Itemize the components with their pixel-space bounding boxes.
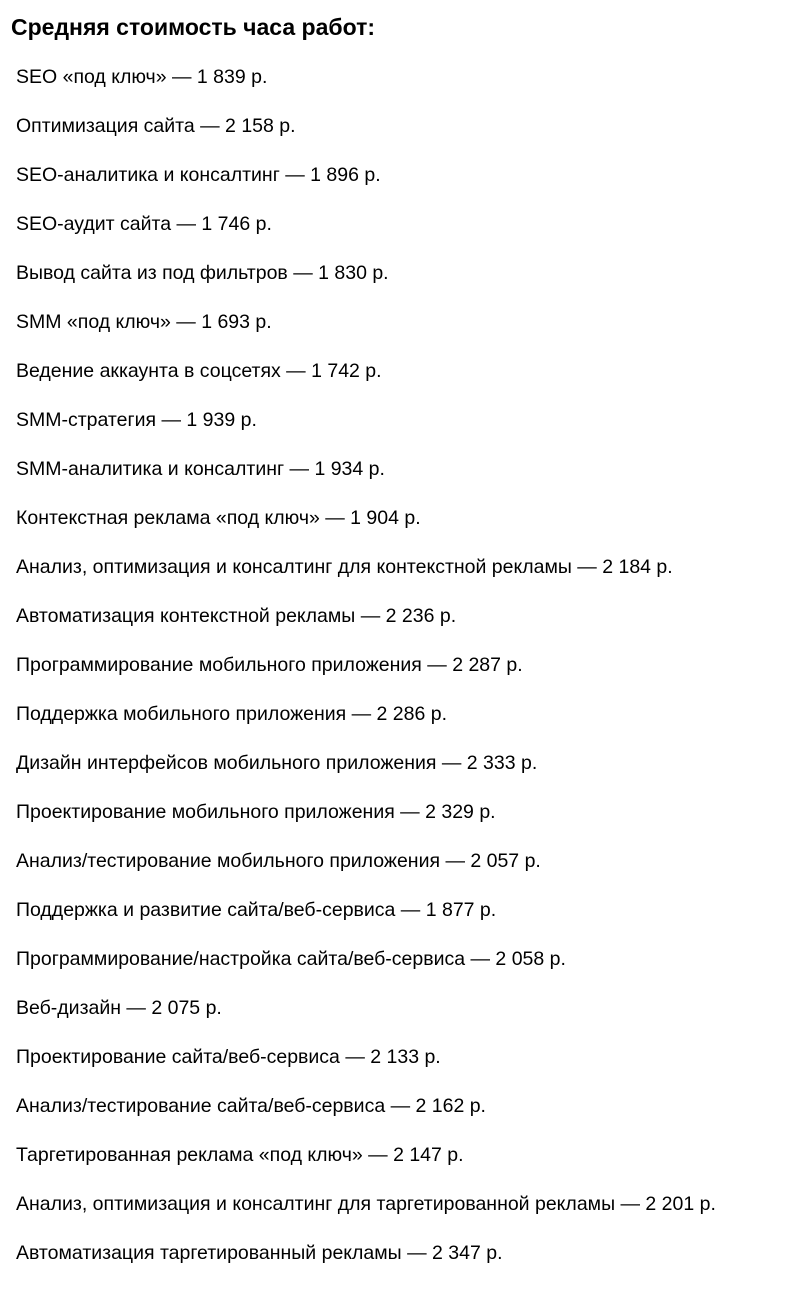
price-item: Контекстная реклама «под ключ» — 1 904 р. [16, 507, 421, 529]
price-item: Проектирование мобильного приложения — 2 329 р. [16, 801, 496, 823]
price-item: Анализ/тестирование мобильного приложения — 2 057 р. [16, 850, 541, 872]
price-item: Поддержка мобильного приложения — 2 286 р. [16, 703, 447, 725]
price-item: Проектирование сайта/веб-сервиса — 2 133 р. [16, 1046, 441, 1068]
price-list [16, 63, 716, 1288]
price-item: Программирование/настройка сайта/веб-сервиса — 2 058 р. [16, 948, 566, 970]
price-item: Оптимизация сайта — 2 158 р. [16, 115, 296, 137]
price-item: Веб-дизайн — 2 075 р. [16, 997, 222, 1019]
price-item: Ведение аккаунта в соцсетях — 1 742 р. [16, 360, 382, 382]
price-item: Вывод сайта из под фильтров — 1 830 р. [16, 262, 389, 284]
price-item: Автоматизация таргетированный рекламы — 2 347 р. [16, 1242, 503, 1264]
price-item: Поддержка и развитие сайта/веб-сервиса — 1 877 р. [16, 899, 497, 921]
price-item: SEO «под ключ» — 1 839 р. [16, 66, 268, 88]
price-item: Программирование мобильного приложения — 2 287 р. [16, 654, 523, 676]
price-item: Анализ, оптимизация и консалтинг для таргетированной рекламы — 2 201 р. [16, 1193, 716, 1215]
page-title: Средняя стоимость часа работ: [11, 14, 376, 40]
price-item: SMM «под ключ» — 1 693 р. [16, 311, 272, 333]
price-item: Анализ/тестирование сайта/веб-сервиса — 2 162 р. [16, 1095, 486, 1117]
price-item: Таргетированная реклама «под ключ» — 2 147 р. [16, 1144, 464, 1166]
price-item: SEO-аналитика и консалтинг — 1 896 р. [16, 164, 381, 186]
price-item: SMM-стратегия — 1 939 р. [16, 409, 257, 431]
price-item: Дизайн интерфейсов мобильного приложения — 2 333 р. [16, 752, 538, 774]
price-item: SMM-аналитика и консалтинг — 1 934 р. [16, 458, 385, 480]
price-item: SEO-аудит сайта — 1 746 р. [16, 213, 272, 235]
price-item: Автоматизация контекстной рекламы — 2 236 р. [16, 605, 457, 627]
price-item: Анализ, оптимизация и консалтинг для контекстной рекламы — 2 184 р. [16, 556, 673, 578]
